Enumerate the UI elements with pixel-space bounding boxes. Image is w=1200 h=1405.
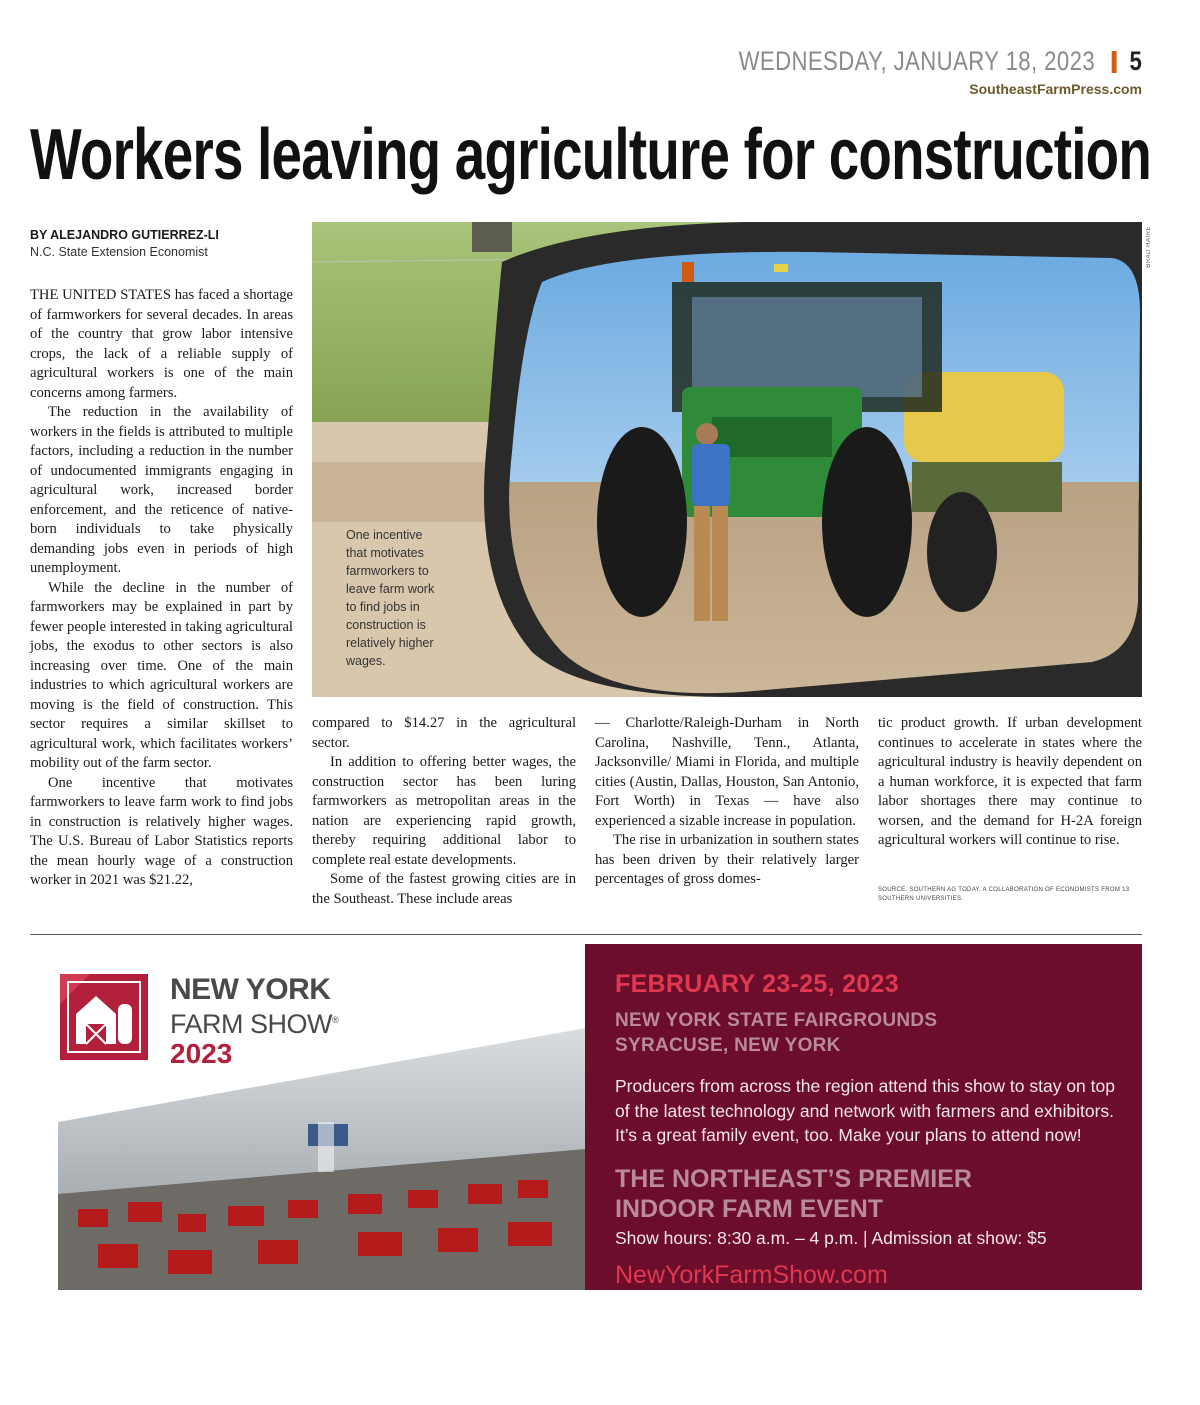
logo-line-2: FARM SHOW® (170, 1009, 339, 1039)
venue-line-2: SYRACUSE, NEW YORK (615, 1035, 841, 1056)
venue-line-1: NEW YORK STATE FAIRGROUNDS (615, 1010, 938, 1031)
byline (30, 228, 300, 259)
paragraph: One incentive that motivates farmworkers to leave farm work to find jobs in construction is relatively higher wages. The U.S. Bureau of Labor Statistics reports the mean hourly wage of a construction worker in 2021 was $21.22, (30, 774, 293, 888)
article-column-3 (595, 714, 859, 890)
event-date: FEBRUARY 23-25, 2023 (615, 970, 899, 998)
byline-name: BY ALEJANDRO GUTIERREZ-LI (30, 228, 219, 242)
farm-show-advertisement[interactable] (58, 944, 1142, 1290)
tagline-line-1: THE NORTHEAST’S PREMIER (615, 1165, 972, 1193)
article-column-4 (878, 714, 1142, 851)
byline-title: N.C. State Extension Economist (30, 245, 208, 259)
paragraph: The rise in urbanization in southern states has been driven by their relatively larger percentages of gross domes- (595, 832, 859, 887)
page-number: 5 (1129, 46, 1142, 76)
ad-image-panel (58, 944, 586, 1290)
paragraph: — Charlotte/Raleigh-Durham in North Carolina, Nashville, Tenn., Atlanta, Jacksonville/ Miami in Florida, and multiple cities (Austin, Dallas, Houston, San Antonio, Fort Worth) in Texas — have also experienced a sizable increase in population. (595, 715, 859, 829)
photo-caption: One incentive that motivates farmworkers to leave farm work to find jobs in construction is relatively higher wages. (346, 528, 435, 668)
event-url[interactable]: NewYorkFarmShow.com (615, 1261, 888, 1289)
divider-bar (1111, 51, 1116, 73)
dateline (738, 46, 1142, 77)
event-venue (615, 1008, 937, 1058)
event-tagline (615, 1164, 972, 1224)
ad-info-panel (585, 944, 1142, 1290)
paragraph: The reduction in the availability of workers in the fields is attributed to multiple factors, including a reduction in the number of undocumented immigrants engaging in agricultural work, increased border enforcement, and the reticence of native-born individuals to take physically demanding jobs even in periods of high unemployment. (30, 404, 293, 576)
section-divider (30, 934, 1142, 935)
paragraph: compared to $14.27 in the agricultural sector. (312, 715, 576, 751)
event-description: Producers from across the region attend this show to stay on top of the latest technology and network with farmers and exhibitors. It’s a great family event, too. Make your plans to attend now! (615, 1076, 1115, 1145)
article-column-2 (312, 714, 576, 909)
masthead (650, 46, 1142, 97)
article-column-1 (30, 286, 293, 891)
logo-line-1: NEW YORK (170, 973, 331, 1006)
tagline-line-2: INDOOR FARM EVENT (615, 1195, 884, 1223)
site-url[interactable]: SoutheastFarmPress.com (969, 81, 1142, 97)
headline: Workers leaving agriculture for construction (30, 115, 1151, 195)
paragraph: In addition to offering better wages, the construction sector has been luring farmworkers as metropolitan areas in the nation are experiencing rapid growth, thereby requiring additional labor to complete real estate developments. (312, 754, 576, 868)
paragraph: THE UNITED STATES has faced a shortage of farmworkers for several decades. In areas of the country that grow labor intensive crops, the lack of a reliable supply of agricultural workers is one of the main concerns among farmers. (30, 287, 293, 401)
paragraph: tic product growth. If urban development continues to accelerate in states where the agricultural industry is heavily dependent on a human workforce, it is expected that farm labor shortages there may continue to worsen, and the demand for H-2A foreign agricultural workers will continue to rise. (878, 715, 1142, 848)
source-note: SOURCE: SOUTHERN AG TODAY, A COLLABORATION OF ECONOMISTS FROM 13 SOUTHERN UNIVERSITIES. (878, 887, 1130, 902)
logo-year: 2023 (170, 1038, 233, 1069)
issue-date: WEDNESDAY, JANUARY 18, 2023 (738, 46, 1095, 76)
photo-credit: BRAD HAIRE (1146, 226, 1152, 268)
paragraph: While the decline in the number of farmworkers may be explained in part by fewer people interested in taking agricultural jobs, the exodus to other sectors is also increasing over time. One of the main industries to which agricultural workers are moving is the field of construction. This sector requires a similar skillset to agricultural work, which facilitates workers’ mobility out of the farm sector. (30, 579, 293, 771)
arena-photo (58, 944, 586, 1290)
show-hours: Show hours: 8:30 a.m. – 4 p.m. | Admission at show: $5 (615, 1228, 1047, 1248)
paragraph: Some of the fastest growing cities are in the Southeast. These include areas (312, 871, 576, 907)
